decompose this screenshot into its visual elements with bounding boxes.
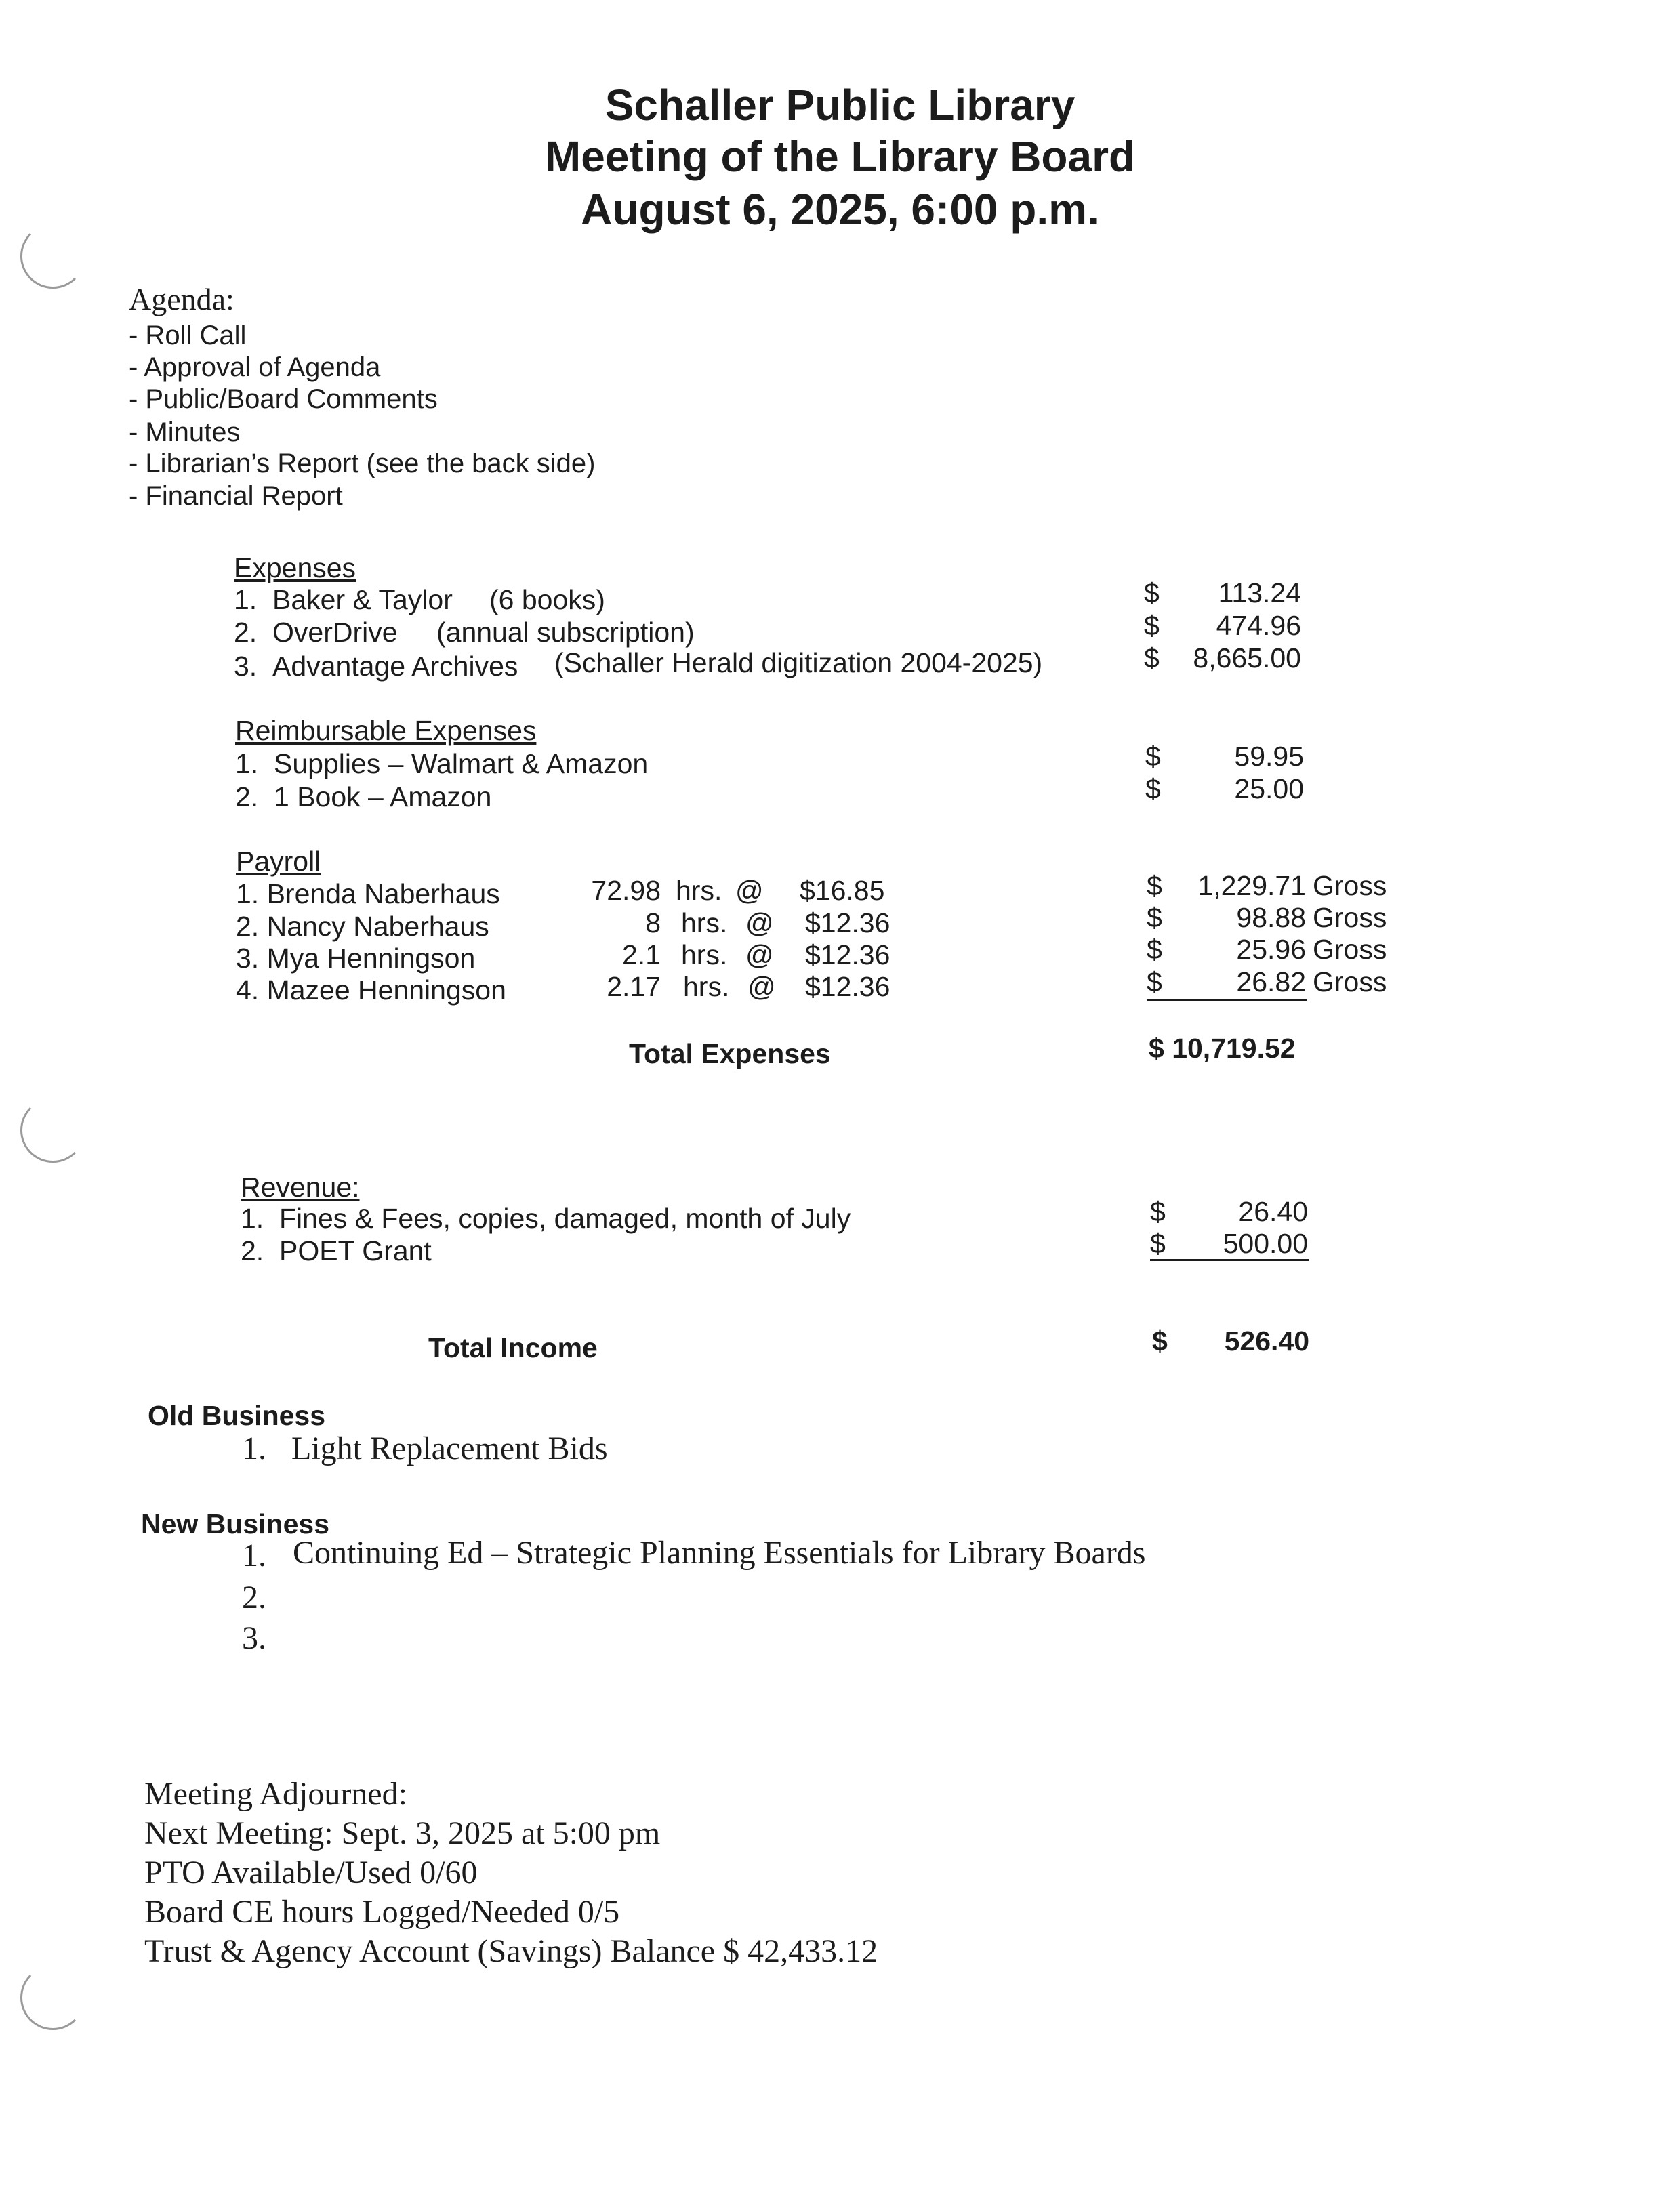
agenda-item-financial-report: - Financial Report	[129, 481, 343, 511]
revenue-number: 1.	[241, 1203, 264, 1234]
expense-currency: $	[1144, 642, 1160, 674]
board-ce-hours: Board CE hours Logged/Needed 0/5	[144, 1894, 620, 1930]
payroll-amount: 98.88	[1236, 902, 1306, 933]
agenda-item-approval: - Approval of Agenda	[129, 352, 381, 382]
payroll-hrs-label: hrs.	[681, 939, 728, 970]
total-expenses-value: $ 10,719.52	[1149, 1033, 1296, 1064]
payroll-amount: 25.96	[1236, 934, 1306, 965]
agenda-label: Agenda:	[129, 282, 234, 316]
trust-agency-balance: Trust & Agency Account (Savings) Balance $ 42,433.12	[144, 1933, 878, 1969]
payroll-employee: 2. Nancy Naberhaus	[236, 911, 489, 942]
old-business-item: Light Replacement Bids	[291, 1430, 608, 1466]
payroll-gross: Gross	[1313, 966, 1387, 997]
expense-amount: 8,665.00	[1193, 642, 1301, 674]
payroll-amount: 1,229.71	[1197, 870, 1306, 901]
payroll-at: @	[745, 939, 774, 970]
reimbursable-currency: $	[1145, 741, 1161, 772]
reimbursable-name: Supplies – Walmart & Amazon	[274, 748, 649, 779]
payroll-employee: 4. Mazee Henningson	[236, 974, 506, 1006]
payroll-at: @	[747, 971, 776, 1002]
expense-name: OverDrive	[272, 617, 398, 648]
expense-number: 2.	[234, 617, 258, 648]
expense-amount: 113.24	[1218, 577, 1301, 608]
payroll-amount: 26.82	[1236, 966, 1306, 997]
pto-available: PTO Available/Used 0/60	[144, 1855, 478, 1891]
total-income-value: 526.40	[1224, 1325, 1309, 1357]
payroll-at: @	[735, 875, 764, 906]
total-income-label: Total Income	[428, 1332, 598, 1363]
expense-number: 3.	[234, 651, 258, 682]
new-business-number: 1.	[242, 1537, 266, 1573]
new-business-item: Continuing Ed – Strategic Planning Essentials for Library Boards	[293, 1535, 1146, 1571]
payroll-gross: Gross	[1313, 870, 1387, 901]
payroll-hours: 8	[645, 907, 661, 938]
expense-number: 1.	[234, 584, 258, 615]
agenda-item-roll-call: - Roll Call	[129, 321, 247, 350]
payroll-hrs-label: hrs.	[681, 907, 728, 938]
binder-hole-mark-bottom	[20, 1965, 85, 2030]
reimbursable-number: 2.	[235, 781, 259, 812]
next-meeting: Next Meeting: Sept. 3, 2025 at 5:00 pm	[144, 1815, 661, 1851]
payroll-gross: Gross	[1313, 934, 1387, 965]
payroll-currency: $	[1147, 870, 1162, 901]
new-business-heading: New Business	[141, 1508, 329, 1540]
new-business-number: 2.	[242, 1580, 266, 1615]
expense-currency: $	[1144, 610, 1160, 641]
meeting-adjourned: Meeting Adjourned:	[144, 1776, 407, 1812]
old-business-heading: Old Business	[148, 1400, 326, 1431]
payroll-at: @	[745, 907, 774, 938]
new-business-number: 3.	[242, 1620, 266, 1656]
meeting-date: August 6, 2025, 6:00 p.m.	[581, 185, 1099, 234]
payroll-hours: 2.17	[607, 971, 661, 1002]
reimbursable-heading: Reimbursable Expenses	[235, 715, 537, 746]
payroll-hours: 72.98	[591, 875, 661, 906]
expense-note: (annual subscription)	[436, 617, 695, 648]
expenses-heading: Expenses	[234, 552, 356, 583]
revenue-name: POET Grant	[279, 1235, 432, 1266]
payroll-currency: $	[1147, 902, 1162, 933]
reimbursable-currency: $	[1145, 773, 1161, 804]
revenue-number: 2.	[241, 1235, 264, 1266]
reimbursable-amount: 59.95	[1234, 741, 1304, 772]
payroll-heading: Payroll	[236, 846, 321, 877]
revenue-amount: 26.40	[1238, 1196, 1308, 1227]
meeting-title: Meeting of the Library Board	[544, 132, 1136, 181]
revenue-amount: 500.00	[1223, 1228, 1308, 1259]
expense-name: Advantage Archives	[272, 651, 518, 682]
payroll-rate: $12.36	[805, 907, 890, 938]
payroll-rate: $16.85	[800, 875, 885, 906]
revenue-heading: Revenue:	[241, 1172, 360, 1203]
library-name: Schaller Public Library	[605, 81, 1075, 129]
expense-note: (6 books)	[489, 584, 605, 615]
revenue-currency: $	[1150, 1228, 1166, 1259]
expense-name: Baker & Taylor	[272, 584, 453, 615]
agenda-item-librarian-report: - Librarian’s Report (see the back side)	[129, 449, 596, 478]
payroll-currency: $	[1147, 934, 1162, 965]
reimbursable-name: 1 Book – Amazon	[274, 781, 492, 812]
payroll-rate: $12.36	[805, 971, 890, 1002]
payroll-employee: 3. Mya Henningson	[236, 943, 476, 974]
reimbursable-amount: 25.00	[1234, 773, 1304, 804]
payroll-sum-underline	[1147, 999, 1307, 1001]
payroll-hours: 2.1	[622, 939, 661, 970]
reimbursable-number: 1.	[235, 748, 259, 779]
payroll-hrs-label: hrs.	[676, 875, 722, 906]
agenda-item-minutes: - Minutes	[129, 417, 241, 447]
payroll-employee: 1. Brenda Naberhaus	[236, 878, 500, 909]
revenue-currency: $	[1150, 1196, 1166, 1227]
revenue-name: Fines & Fees, copies, damaged, month of July	[279, 1203, 851, 1234]
total-income-currency: $	[1152, 1325, 1168, 1357]
expense-amount: 474.96	[1216, 610, 1301, 641]
payroll-gross: Gross	[1313, 902, 1387, 933]
payroll-hrs-label: hrs.	[683, 971, 730, 1002]
old-business-number: 1.	[242, 1430, 266, 1466]
agenda-item-comments: - Public/Board Comments	[129, 384, 438, 414]
payroll-currency: $	[1147, 966, 1162, 997]
payroll-rate: $12.36	[805, 939, 890, 970]
revenue-sum-underline	[1150, 1259, 1309, 1261]
expense-currency: $	[1144, 577, 1160, 608]
total-expenses-label: Total Expenses	[629, 1038, 831, 1069]
expense-note: (Schaller Herald digitization 2004-2025)	[554, 647, 1043, 678]
binder-hole-mark-middle	[20, 1098, 85, 1163]
